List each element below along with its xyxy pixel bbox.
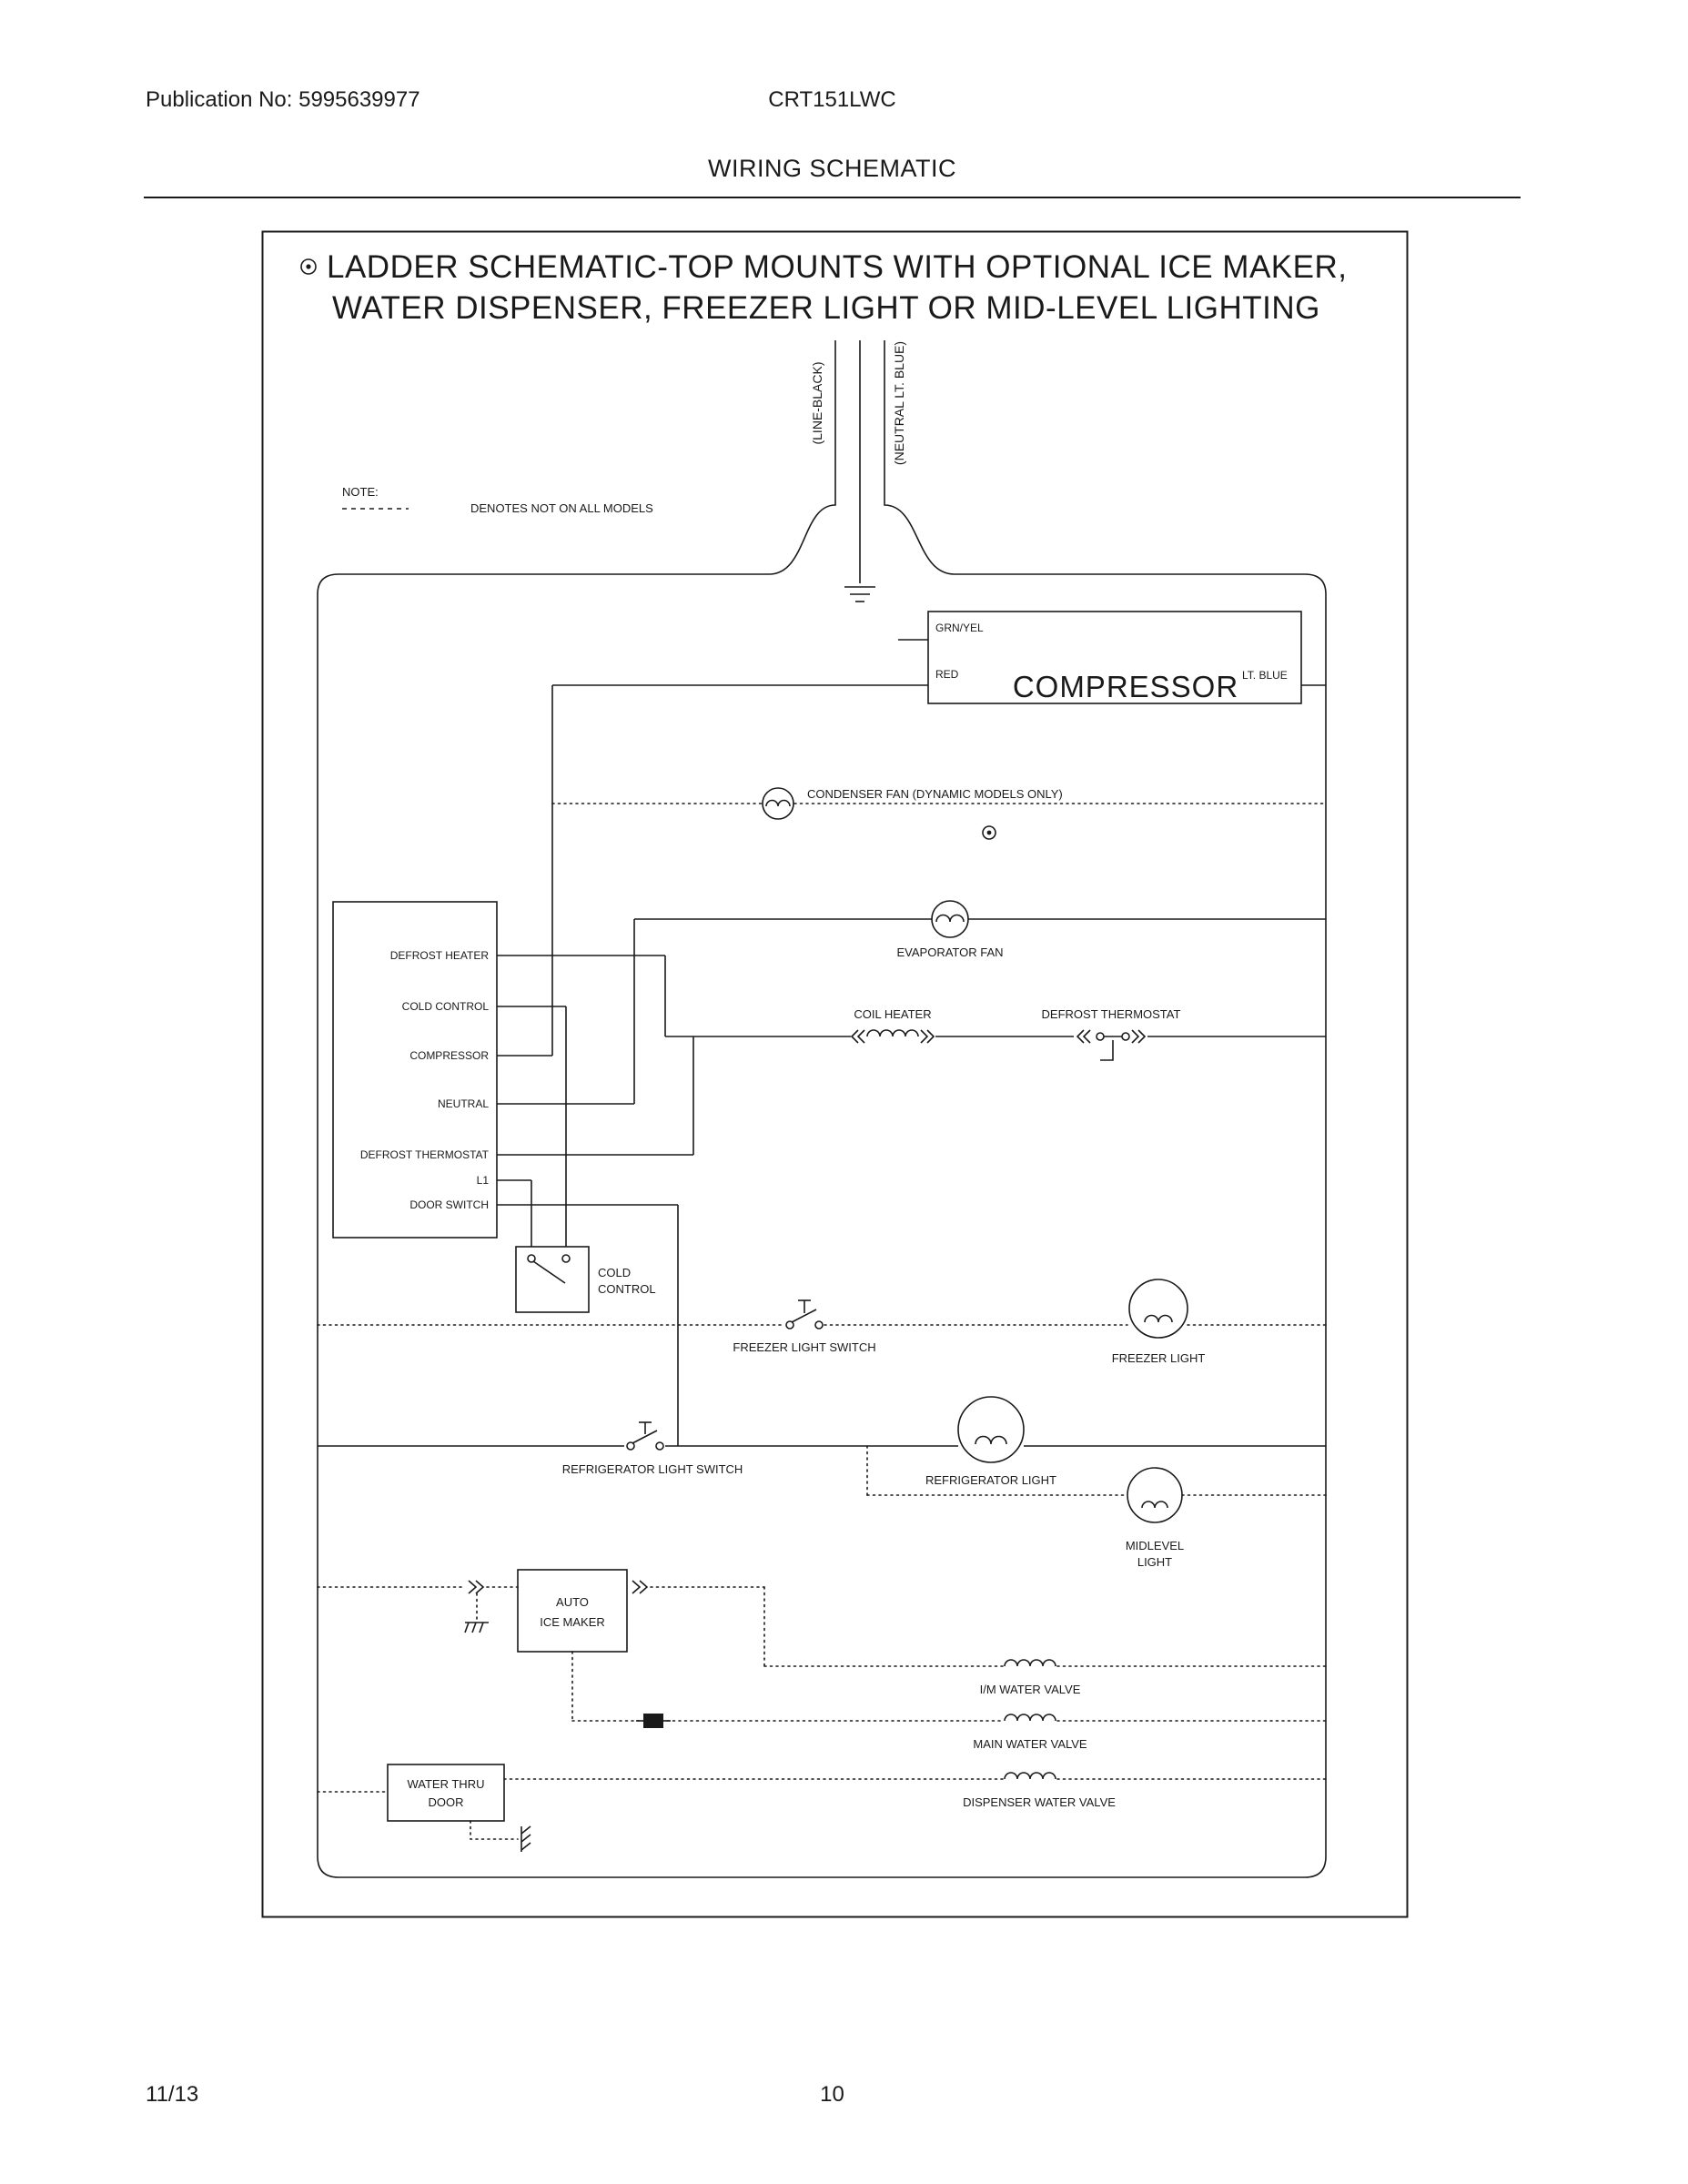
footer-page-number: 10 [820,2082,844,2107]
ground-icon [844,587,875,602]
thermostat-connector-left-icon [1077,1030,1090,1043]
water-thru-door-label-2: DOOR [428,1795,464,1809]
terminal-door-switch: DOOR SWITCH [409,1198,489,1211]
target-dot-icon [987,831,992,835]
main-water-valve-coil-icon [1005,1714,1056,1721]
schematic-heading [301,249,1347,326]
refrigerator-light-icon [958,1397,1024,1462]
terminal-compressor: COMPRESSOR [409,1049,489,1062]
thermostat-terminal-2 [1122,1033,1129,1040]
terminal-cold-control: COLD CONTROL [401,1000,489,1013]
defrost-circuit [665,1007,1326,1060]
im-water-valve-circuit [764,1660,1326,1696]
main-water-valve-label: MAIN WATER VALVE [973,1737,1087,1751]
coil-heater-label: COIL HEATER [854,1007,932,1021]
midlevel-light-circuit [867,1446,1326,1569]
icemaker-connector-right-icon [632,1581,647,1593]
midlevel-light-label-1: MIDLEVEL [1125,1539,1185,1552]
connector-right-icon [921,1030,934,1043]
wtd-ground-stub [470,1821,518,1839]
dispenser-water-valve-label: DISPENSER WATER VALVE [963,1795,1116,1809]
page-title: WIRING SCHEMATIC [708,155,956,182]
terminal-neutral: NEUTRAL [437,1097,489,1110]
refrigerator-light-switch-icon [627,1422,663,1450]
dispenser-water-valve-coil-icon [1005,1773,1056,1779]
im-water-valve-label: I/M WATER VALVE [979,1683,1081,1696]
cold-control-label-1: COLD [598,1266,632,1279]
interconnect-wires [497,919,693,1446]
footer-date: 11/13 [146,2082,199,2107]
refrigerator-light-switch-label: REFRIGERATOR LIGHT SWITCH [561,1462,743,1476]
cold-control-blade [533,1261,565,1283]
freezer-light-switch-icon [786,1300,823,1329]
note-text: DENOTES NOT ON ALL MODELS [470,501,653,515]
cold-control-label-2: CONTROL [598,1282,656,1296]
inline-connector-icon [636,1714,671,1728]
freezer-light-switch-label: FREEZER LIGHT SWITCH [733,1340,876,1354]
water-thru-door-circuit [318,1764,531,1852]
wtd-chassis-ground-icon [521,1826,531,1852]
refrigerator-light-label: REFRIGERATOR LIGHT [925,1473,1056,1487]
freezer-light-label: FREEZER LIGHT [1111,1351,1206,1365]
icemaker-connector-left-icon [469,1581,483,1593]
defrost-thermostat-label: DEFROST THERMOSTAT [1041,1007,1181,1021]
coil-heater-icon [867,1030,918,1036]
line-black-label: (LINE-BLACK) [810,361,824,445]
freezer-light-circuit [318,1279,1326,1365]
compressor [552,612,1326,703]
grn-yel-label: GRN/YEL [935,622,984,634]
heading-line1: LADDER SCHEMATIC-TOP MOUNTS WITH OPTIONAL ICE MAKER, [327,249,1348,285]
thermostat-terminal-1 [1097,1033,1104,1040]
thermostat-connector-right-icon [1132,1030,1145,1043]
auto-ice-maker-circuit [318,1570,764,1666]
neutral-label: (NEUTRAL LT. BLUE) [892,340,906,466]
compressor-label: COMPRESSOR [1012,670,1239,703]
auto-ice-maker-box [518,1570,627,1652]
freezer-light-icon [1129,1279,1188,1338]
evaporator-fan-label: EVAPORATOR FAN [896,945,1004,959]
terminal-defrost-thermostat: DEFROST THERMOSTAT [359,1148,489,1161]
evaporator-fan [634,901,1326,959]
condenser-fan-label: CONDENSER FAN (DYNAMIC MODELS ONLY) [807,787,1063,801]
terminal-defrost-heater: DEFROST HEATER [389,949,489,962]
im-water-valve-coil-icon [1005,1660,1056,1666]
lt-blue-label: LT. BLUE [1242,669,1288,682]
terminal-block [333,902,497,1238]
connector-left-icon [852,1030,864,1043]
dispenser-water-valve-circuit [504,1773,1326,1809]
bullet-dot-icon [306,264,310,268]
water-thru-door-label-1: WATER THRU [407,1777,485,1791]
midlevel-light-icon [1127,1468,1182,1522]
auto-ice-maker-label-1: AUTO [556,1595,589,1609]
refrigerator-light-circuit [318,1397,1326,1487]
model-number: CRT151LWC [768,87,896,112]
chassis-ground-icon [465,1623,489,1633]
title-rule [144,197,1521,198]
wiring-schematic [261,230,1409,1918]
red-label: RED [935,668,959,681]
condenser-fan [552,787,1326,839]
cold-control [516,1247,656,1312]
thermostat-bracket-icon [1100,1040,1113,1060]
note-label: NOTE: [342,485,379,499]
cold-control-terminal-2 [562,1255,570,1262]
heading-line2: WATER DISPENSER, FREEZER LIGHT OR MID-LEVEL LIGHTING [332,290,1320,326]
terminal-l1: L1 [476,1174,489,1187]
auto-ice-maker-label-2: ICE MAKER [540,1615,605,1629]
publication-number: Publication No: 5995639977 [146,87,420,112]
midlevel-light-label-2: LIGHT [1137,1555,1173,1569]
cold-control-box [516,1247,589,1312]
water-thru-door-box [388,1764,504,1821]
note [342,485,653,515]
